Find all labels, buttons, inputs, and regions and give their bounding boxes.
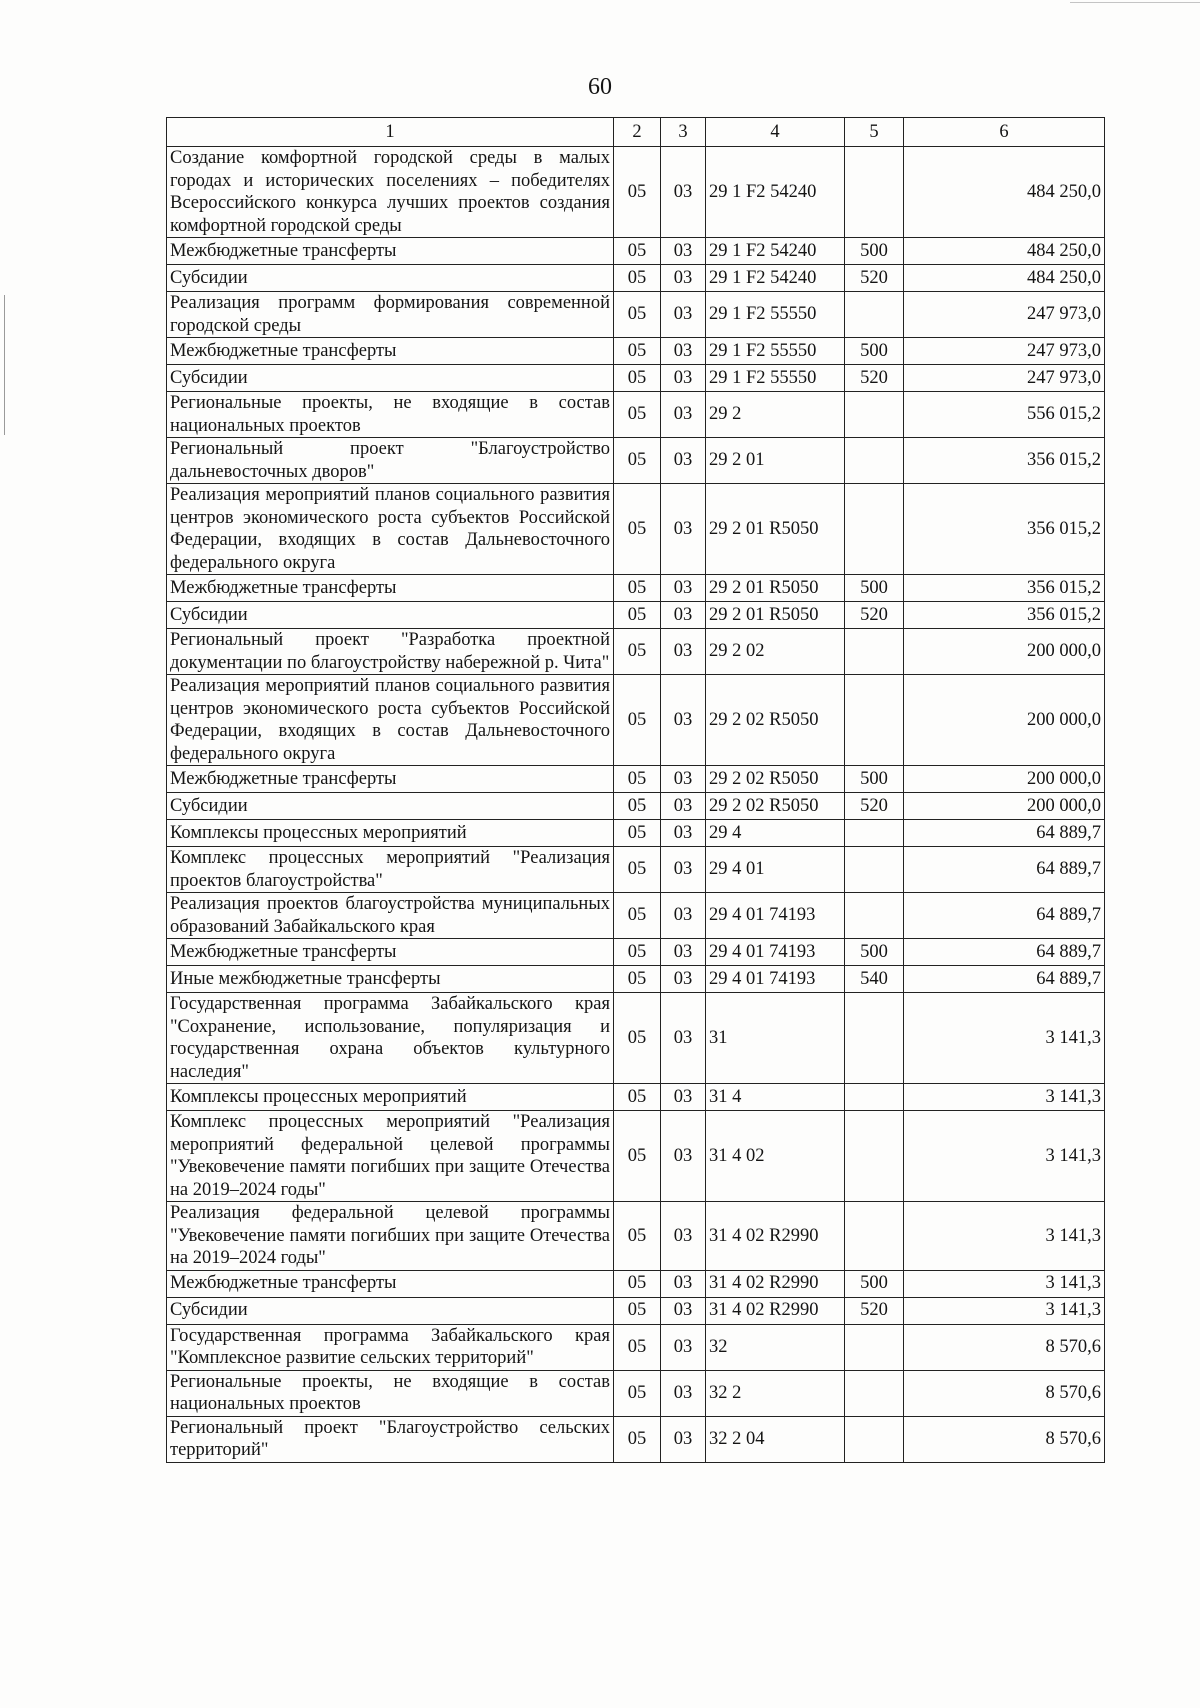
table-row [167, 438, 1105, 484]
row-subsection-cell: 03 [661, 365, 706, 392]
row-target-article-cell: 29 1 F2 54240 [706, 265, 845, 292]
row-name-cell: Реализация проектов благоустройства муниципальных образований Забайкальского края [167, 893, 614, 939]
row-target-article-cell: 29 1 F2 55550 [706, 338, 845, 365]
row-expense-type-cell [845, 438, 904, 484]
row-expense-type-cell [845, 993, 904, 1084]
table-row [167, 893, 1105, 939]
row-name-cell: Создание комфортной городской среды в малых городах и исторических поселениях – победителях Всероссийского конкурса лучших проектов создания комфортной городской среды [167, 147, 614, 238]
row-subsection-cell: 03 [661, 265, 706, 292]
row-target-article-cell: 29 1 F2 55550 [706, 292, 845, 338]
row-target-article-cell: 31 4 [706, 1084, 845, 1111]
table-row [167, 392, 1105, 438]
row-target-article-cell: 31 4 02 R2990 [706, 1297, 845, 1324]
row-subsection-cell: 03 [661, 575, 706, 602]
header-col-3: 3 [661, 118, 706, 147]
row-expense-type-cell: 500 [845, 575, 904, 602]
table-row [167, 1416, 1105, 1462]
row-amount-cell: 484 250,0 [904, 238, 1105, 265]
row-name-cell: Комплекс процессных мероприятий "Реализация проектов благоустройства" [167, 847, 614, 893]
row-target-article-cell: 29 4 01 74193 [706, 966, 845, 993]
row-subsection-cell: 03 [661, 147, 706, 238]
row-section-cell: 05 [614, 939, 661, 966]
table-row [167, 292, 1105, 338]
row-expense-type-cell: 500 [845, 338, 904, 365]
table-row [167, 365, 1105, 392]
row-section-cell: 05 [614, 847, 661, 893]
row-amount-cell: 247 973,0 [904, 338, 1105, 365]
row-subsection-cell: 03 [661, 1370, 706, 1416]
row-subsection-cell: 03 [661, 1270, 706, 1297]
row-section-cell: 05 [614, 1324, 661, 1370]
row-target-article-cell: 29 2 01 [706, 438, 845, 484]
row-subsection-cell: 03 [661, 993, 706, 1084]
row-name-cell: Региональные проекты, не входящие в состав национальных проектов [167, 392, 614, 438]
row-subsection-cell: 03 [661, 392, 706, 438]
table-row [167, 1324, 1105, 1370]
row-subsection-cell: 03 [661, 766, 706, 793]
row-target-article-cell: 29 4 [706, 820, 845, 847]
row-section-cell: 05 [614, 1111, 661, 1202]
header-col-4: 4 [706, 118, 845, 147]
row-section-cell: 05 [614, 147, 661, 238]
row-expense-type-cell [845, 292, 904, 338]
row-amount-cell: 247 973,0 [904, 292, 1105, 338]
row-section-cell: 05 [614, 1084, 661, 1111]
row-target-article-cell: 32 2 04 [706, 1416, 845, 1462]
row-subsection-cell: 03 [661, 820, 706, 847]
row-name-cell: Комплексы процессных мероприятий [167, 1084, 614, 1111]
row-expense-type-cell [845, 484, 904, 575]
row-section-cell: 05 [614, 438, 661, 484]
row-expense-type-cell [845, 675, 904, 766]
row-name-cell: Межбюджетные трансферты [167, 238, 614, 265]
row-target-article-cell: 32 2 [706, 1370, 845, 1416]
row-amount-cell: 3 141,3 [904, 1297, 1105, 1324]
row-section-cell: 05 [614, 1297, 661, 1324]
table-row [167, 484, 1105, 575]
table-row [167, 675, 1105, 766]
row-section-cell: 05 [614, 1416, 661, 1462]
row-amount-cell: 8 570,6 [904, 1324, 1105, 1370]
row-section-cell: 05 [614, 365, 661, 392]
row-expense-type-cell [845, 629, 904, 675]
row-target-article-cell: 29 1 F2 55550 [706, 365, 845, 392]
row-name-cell: Государственная программа Забайкальского края "Комплексное развитие сельских территорий" [167, 1324, 614, 1370]
table-body [167, 147, 1105, 1463]
row-name-cell: Межбюджетные трансферты [167, 1270, 614, 1297]
row-section-cell: 05 [614, 766, 661, 793]
row-amount-cell: 64 889,7 [904, 820, 1105, 847]
row-section-cell: 05 [614, 392, 661, 438]
page-number: 60 [588, 74, 612, 100]
table-row [167, 575, 1105, 602]
row-name-cell: Субсидии [167, 602, 614, 629]
table-row [167, 993, 1105, 1084]
row-section-cell: 05 [614, 292, 661, 338]
row-subsection-cell: 03 [661, 484, 706, 575]
row-target-article-cell: 29 4 01 [706, 847, 845, 893]
row-subsection-cell: 03 [661, 893, 706, 939]
row-amount-cell: 3 141,3 [904, 1270, 1105, 1297]
row-amount-cell: 8 570,6 [904, 1416, 1105, 1462]
row-expense-type-cell [845, 147, 904, 238]
row-section-cell: 05 [614, 629, 661, 675]
binding-mark [4, 295, 5, 435]
row-target-article-cell: 31 4 02 [706, 1111, 845, 1202]
header-col-6: 6 [904, 118, 1105, 147]
row-target-article-cell: 31 4 02 R2990 [706, 1202, 845, 1271]
row-expense-type-cell [845, 1324, 904, 1370]
row-amount-cell: 247 973,0 [904, 365, 1105, 392]
table-row [167, 1111, 1105, 1202]
table-row [167, 265, 1105, 292]
row-expense-type-cell: 500 [845, 238, 904, 265]
row-subsection-cell: 03 [661, 438, 706, 484]
row-subsection-cell: 03 [661, 1324, 706, 1370]
row-name-cell: Комплекс процессных мероприятий "Реализация мероприятий федеральной целевой программы "Увековечение памяти погибших при защите Отечества на 2019–2024 годы" [167, 1111, 614, 1202]
row-subsection-cell: 03 [661, 1202, 706, 1271]
row-target-article-cell: 29 2 01 R5050 [706, 575, 845, 602]
row-section-cell: 05 [614, 793, 661, 820]
row-target-article-cell: 32 [706, 1324, 845, 1370]
row-amount-cell: 64 889,7 [904, 939, 1105, 966]
row-expense-type-cell: 520 [845, 365, 904, 392]
table-row [167, 1084, 1105, 1111]
row-expense-type-cell: 540 [845, 966, 904, 993]
table-row [167, 602, 1105, 629]
row-expense-type-cell [845, 1370, 904, 1416]
row-name-cell: Субсидии [167, 793, 614, 820]
row-amount-cell: 484 250,0 [904, 147, 1105, 238]
row-amount-cell: 356 015,2 [904, 484, 1105, 575]
row-target-article-cell: 29 2 02 R5050 [706, 766, 845, 793]
row-name-cell: Субсидии [167, 365, 614, 392]
row-section-cell: 05 [614, 675, 661, 766]
row-amount-cell: 356 015,2 [904, 438, 1105, 484]
table-row [167, 966, 1105, 993]
table-row [167, 847, 1105, 893]
row-name-cell: Комплексы процессных мероприятий [167, 820, 614, 847]
header-col-1: 1 [167, 118, 614, 147]
row-name-cell: Межбюджетные трансферты [167, 575, 614, 602]
row-target-article-cell: 29 2 02 R5050 [706, 675, 845, 766]
row-target-article-cell: 29 2 01 R5050 [706, 484, 845, 575]
budget-table [166, 117, 1105, 1463]
row-section-cell: 05 [614, 1202, 661, 1271]
row-target-article-cell: 29 2 02 R5050 [706, 793, 845, 820]
row-amount-cell: 200 000,0 [904, 766, 1105, 793]
row-expense-type-cell [845, 893, 904, 939]
row-subsection-cell: 03 [661, 629, 706, 675]
row-amount-cell: 200 000,0 [904, 629, 1105, 675]
row-subsection-cell: 03 [661, 1111, 706, 1202]
row-amount-cell: 356 015,2 [904, 602, 1105, 629]
row-subsection-cell: 03 [661, 292, 706, 338]
row-amount-cell: 484 250,0 [904, 265, 1105, 292]
table-row [167, 1297, 1105, 1324]
table-row [167, 1370, 1105, 1416]
row-expense-type-cell: 520 [845, 793, 904, 820]
row-subsection-cell: 03 [661, 939, 706, 966]
row-section-cell: 05 [614, 1270, 661, 1297]
row-name-cell: Реализация программ формирования современной городской среды [167, 292, 614, 338]
row-target-article-cell: 29 4 01 74193 [706, 893, 845, 939]
header-col-5: 5 [845, 118, 904, 147]
row-target-article-cell: 29 4 01 74193 [706, 939, 845, 966]
row-amount-cell: 64 889,7 [904, 893, 1105, 939]
row-name-cell: Субсидии [167, 265, 614, 292]
row-amount-cell: 356 015,2 [904, 575, 1105, 602]
row-section-cell: 05 [614, 484, 661, 575]
row-name-cell: Межбюджетные трансферты [167, 766, 614, 793]
row-name-cell: Региональные проекты, не входящие в состав национальных проектов [167, 1370, 614, 1416]
row-section-cell: 05 [614, 338, 661, 365]
table-row [167, 939, 1105, 966]
row-expense-type-cell [845, 1111, 904, 1202]
row-target-article-cell: 29 2 02 [706, 629, 845, 675]
row-amount-cell: 3 141,3 [904, 993, 1105, 1084]
row-expense-type-cell [845, 1084, 904, 1111]
table-row [167, 629, 1105, 675]
row-expense-type-cell: 520 [845, 265, 904, 292]
table-row [167, 238, 1105, 265]
row-name-cell: Региональный проект "Благоустройство сельских территорий" [167, 1416, 614, 1462]
table-row [167, 766, 1105, 793]
row-amount-cell: 556 015,2 [904, 392, 1105, 438]
row-subsection-cell: 03 [661, 793, 706, 820]
row-amount-cell: 3 141,3 [904, 1084, 1105, 1111]
row-name-cell: Реализация мероприятий планов социального развития центров экономического роста субъектов Российской Федерации, входящих в состав Дальневосточного федерального округа [167, 675, 614, 766]
row-subsection-cell: 03 [661, 847, 706, 893]
row-name-cell: Субсидии [167, 1297, 614, 1324]
row-target-article-cell: 29 1 F2 54240 [706, 147, 845, 238]
table-row [167, 1270, 1105, 1297]
row-section-cell: 05 [614, 893, 661, 939]
row-expense-type-cell: 500 [845, 1270, 904, 1297]
row-subsection-cell: 03 [661, 675, 706, 766]
table-row [167, 147, 1105, 238]
row-expense-type-cell [845, 820, 904, 847]
row-subsection-cell: 03 [661, 338, 706, 365]
row-target-article-cell: 29 2 [706, 392, 845, 438]
row-subsection-cell: 03 [661, 1084, 706, 1111]
row-expense-type-cell: 520 [845, 602, 904, 629]
row-target-article-cell: 31 4 02 R2990 [706, 1270, 845, 1297]
table-row [167, 338, 1105, 365]
row-expense-type-cell: 520 [845, 1297, 904, 1324]
row-amount-cell: 64 889,7 [904, 847, 1105, 893]
row-section-cell: 05 [614, 265, 661, 292]
row-subsection-cell: 03 [661, 966, 706, 993]
row-amount-cell: 64 889,7 [904, 966, 1105, 993]
row-amount-cell: 3 141,3 [904, 1202, 1105, 1271]
table-row [167, 793, 1105, 820]
row-expense-type-cell [845, 847, 904, 893]
row-subsection-cell: 03 [661, 1416, 706, 1462]
row-expense-type-cell [845, 1202, 904, 1271]
row-amount-cell: 200 000,0 [904, 793, 1105, 820]
table-header-row [167, 118, 1105, 147]
row-expense-type-cell: 500 [845, 766, 904, 793]
row-name-cell: Реализация мероприятий планов социального развития центров экономического роста субъектов Российской Федерации, входящих в состав Дальневосточного федерального округа [167, 484, 614, 575]
row-subsection-cell: 03 [661, 602, 706, 629]
row-expense-type-cell [845, 1416, 904, 1462]
row-name-cell: Реализация федеральной целевой программы "Увековечение памяти погибших при защите Отечества на 2019–2024 годы" [167, 1202, 614, 1271]
row-section-cell: 05 [614, 820, 661, 847]
row-name-cell: Государственная программа Забайкальского края "Сохранение, использование, популяризация и государственная охрана объектов культурного наследия" [167, 993, 614, 1084]
row-amount-cell: 8 570,6 [904, 1370, 1105, 1416]
row-section-cell: 05 [614, 993, 661, 1084]
scan-edge-mark [1070, 2, 1200, 3]
row-name-cell: Региональный проект "Разработка проектной документации по благоустройству набережной р. Чита" [167, 629, 614, 675]
row-expense-type-cell [845, 392, 904, 438]
row-target-article-cell: 29 2 01 R5050 [706, 602, 845, 629]
row-name-cell: Иные межбюджетные трансферты [167, 966, 614, 993]
row-target-article-cell: 29 1 F2 54240 [706, 238, 845, 265]
row-section-cell: 05 [614, 1370, 661, 1416]
row-target-article-cell: 31 [706, 993, 845, 1084]
row-section-cell: 05 [614, 966, 661, 993]
row-expense-type-cell: 500 [845, 939, 904, 966]
row-name-cell: Межбюджетные трансферты [167, 939, 614, 966]
table-row [167, 820, 1105, 847]
row-section-cell: 05 [614, 575, 661, 602]
row-amount-cell: 200 000,0 [904, 675, 1105, 766]
row-subsection-cell: 03 [661, 238, 706, 265]
header-col-2: 2 [614, 118, 661, 147]
row-name-cell: Межбюджетные трансферты [167, 338, 614, 365]
table-row [167, 1202, 1105, 1271]
row-subsection-cell: 03 [661, 1297, 706, 1324]
row-amount-cell: 3 141,3 [904, 1111, 1105, 1202]
row-name-cell: Региональный проект "Благоустройство дальневосточных дворов" [167, 438, 614, 484]
row-section-cell: 05 [614, 238, 661, 265]
row-section-cell: 05 [614, 602, 661, 629]
